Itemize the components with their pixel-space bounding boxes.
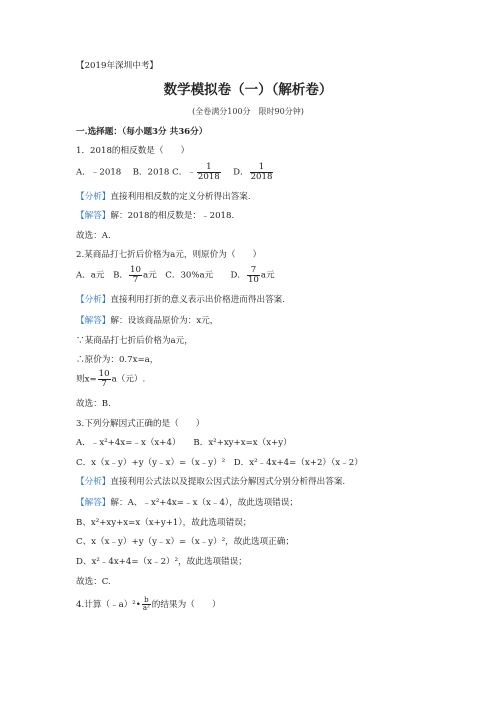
q2-option-b-fraction: $\frac{10}{7}$ [130, 265, 141, 285]
q1-analysis: 【分析】直接利用相反数的定义分析得出答案. [76, 192, 251, 202]
q3-solution: 【解答】解：A、﹣x²+4x=﹣x（x﹣4），故此选项错误； [76, 498, 298, 508]
q2-solution: 【解答】解：设该商品原价为：x元， [76, 316, 219, 326]
q3-solution-c: C、x（x﹣y）+y（y﹣x）=（x﹣y）²，故此选项正确； [76, 537, 294, 547]
q1-solution: 【解答】解：2018的相反数是：﹣2018. [76, 211, 235, 221]
exam-tag: 【2019年深圳中考】 [76, 61, 159, 71]
q4-stem: 4.计算（﹣a）²• $\frac{b}{\text{a²}}$ 的结果为（ ） [76, 596, 221, 612]
page-title: 数学模拟卷（一）（解析卷） [163, 82, 333, 98]
q2-stem: 2.某商品打七折后价格为a元，则原价为（ ） [76, 250, 262, 260]
q4-fraction: $\frac{b}{\text{a²}}$ [142, 596, 150, 612]
q3-solution-b: B、x²+xy+x=x（x+y+1），故此选项错误； [76, 518, 252, 528]
q2-solution-line2: ∵某商品打七折后价格为a元， [76, 336, 193, 346]
q1-stem: 1．2018的相反数是（ ） [76, 146, 190, 156]
q2-result-fraction: $\frac{10}{7}$ [98, 369, 110, 389]
q3-solution-d: D、x²﹣4x+4=（x﹣2）²，故此选项错误； [76, 557, 247, 567]
q1-option-c: C．﹣ [172, 167, 196, 178]
q3-analysis: 【分析】直接利用公式法以及提取公因式法分解因式分别分析得出答案. [76, 477, 346, 487]
q3-stem: 3.下列分解因式正确的是（ ） [76, 419, 205, 429]
q3-options-ab: A．﹣x²+4x=﹣x（x+4） B．x²+xy+x=x（x+y） [76, 438, 292, 448]
page-subtitle: (全卷满分100分 限时90分钟) [192, 107, 304, 116]
q2-options: A．a元 B． $\frac{10}{7}$ a元 C．30%a元 D． $\frac{7}{10}$ a元 [76, 265, 275, 285]
section-heading: 一.选择题：（每小题3分 共36分） [76, 127, 208, 137]
q3-answer: 故选：C. [76, 577, 111, 587]
q2-analysis: 【分析】直接利用打折的意义表示出价格进而得出答案. [76, 295, 285, 305]
q1-answer: 故选：A. [76, 231, 111, 241]
q1-option-b: B．2018 [132, 167, 170, 178]
q1-options [76, 163, 274, 182]
q2-answer: 故选：B. [76, 399, 111, 409]
q3-options-cd: C．x（x﹣y）+y（y﹣x）=（x﹣y）² D．x²﹣4x+4=（x+2）（x﹣2） [76, 458, 363, 468]
q1-option-d: D． [233, 167, 249, 178]
q1-option-c-fraction: $\frac{1}{2018}$ [197, 162, 220, 182]
q1-option-d-fraction: $\frac{1}{2018}$ [250, 162, 273, 182]
q2-solution-line4: 则x= $\frac{10}{7}$ a（元）. [76, 369, 146, 389]
q2-solution-line3: ∴原价为：0.7x=a， [76, 355, 159, 365]
q1-option-a: A．﹣2018 [76, 167, 122, 178]
q2-option-d-fraction: $\frac{7}{10}$ [247, 265, 259, 285]
